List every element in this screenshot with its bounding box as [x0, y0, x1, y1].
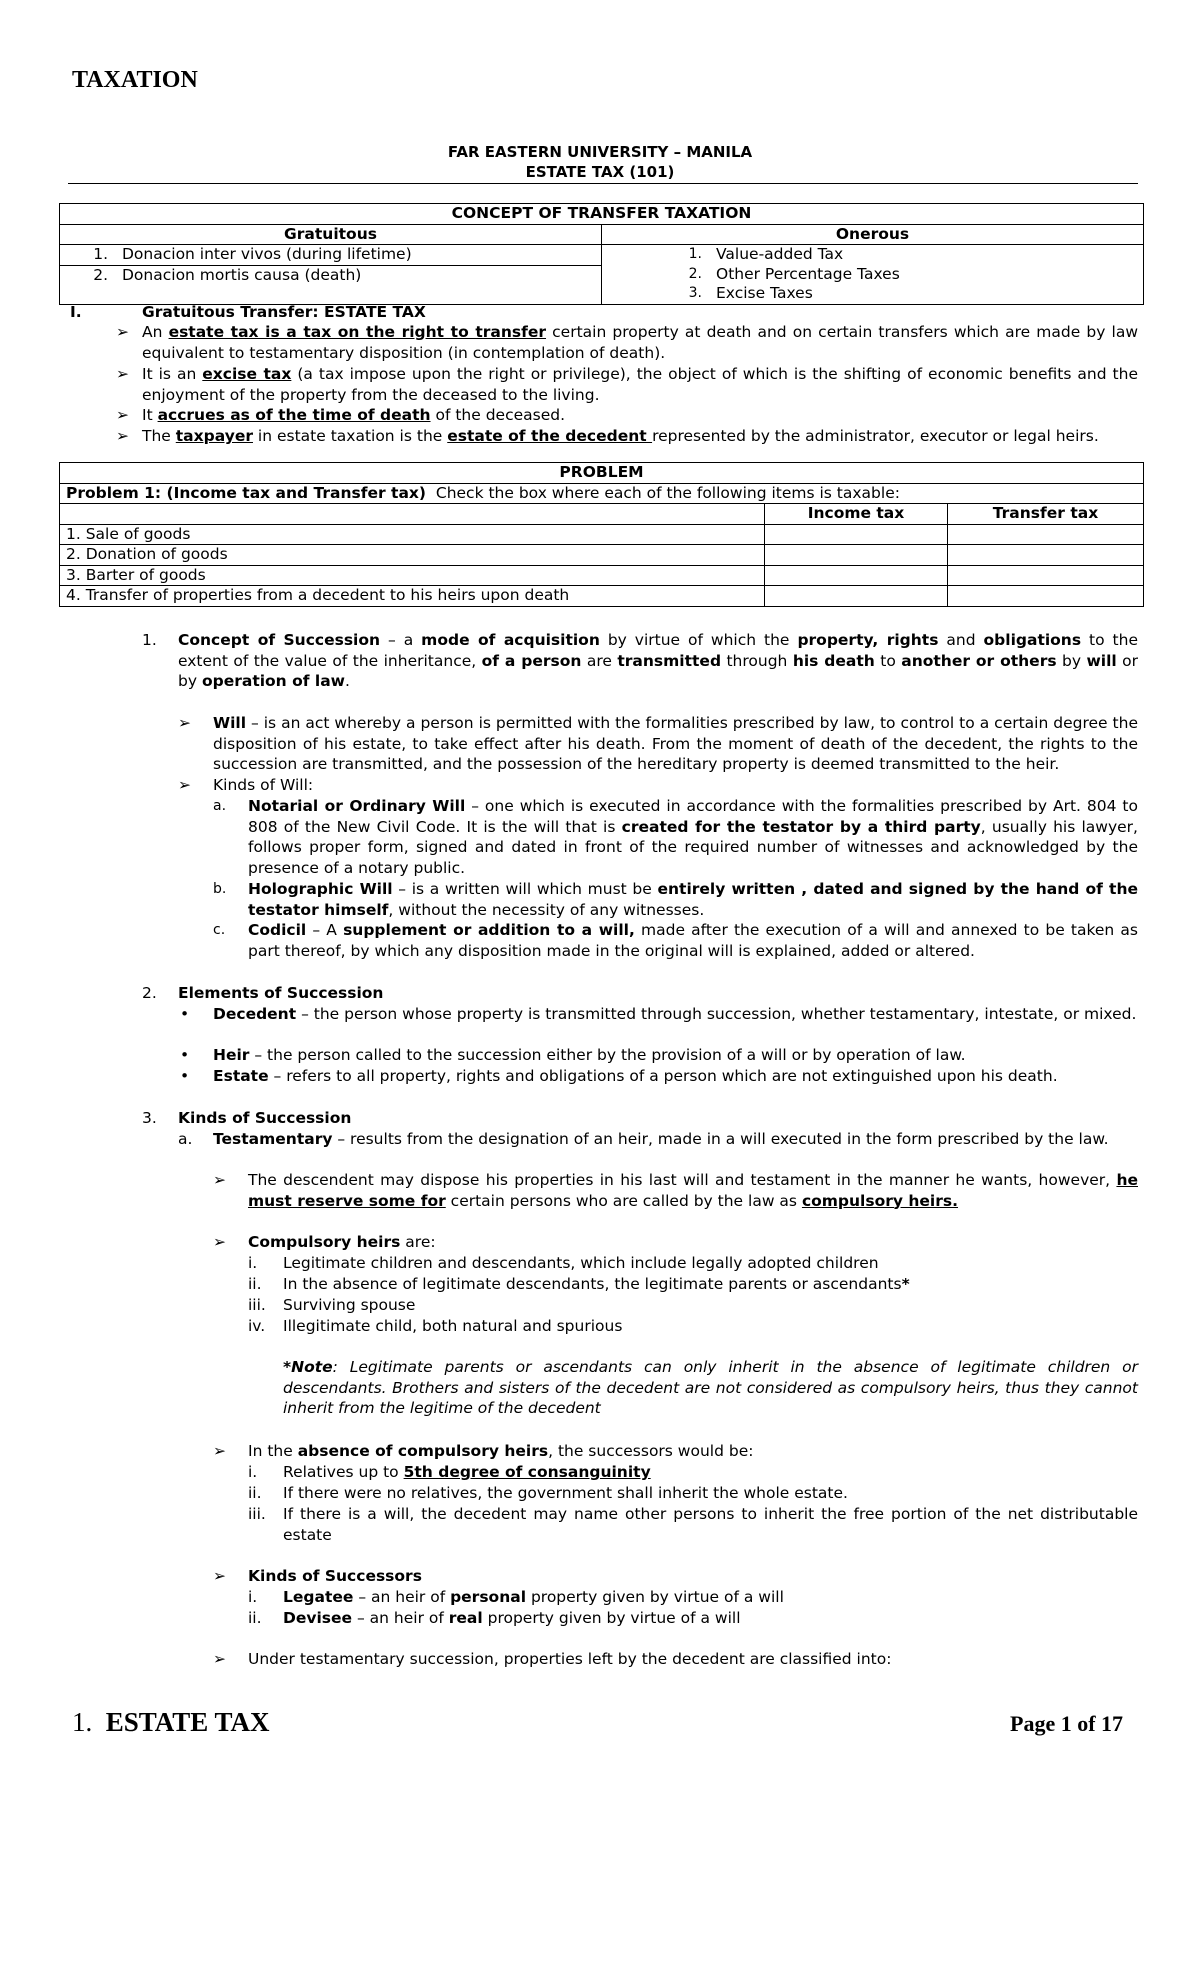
arrow-bullet-icon: ➢	[178, 776, 191, 794]
section-heading: Gratuitous Transfer: ESTATE TAX	[142, 303, 426, 321]
elements-heading: Elements of Succession	[178, 984, 384, 1002]
footer-section-number: 1.	[72, 1707, 93, 1737]
footer-section-title: ESTATE TAX	[105, 1707, 270, 1737]
arrow-bullet-icon: ➢	[116, 427, 129, 445]
list-letter: c.	[213, 922, 226, 938]
footer-section	[72, 1707, 270, 1737]
arrow-bullet-icon: ➢	[213, 1233, 226, 1251]
income-tax-checkbox[interactable]	[765, 524, 948, 545]
element-heir: Heir – the person called to the succession either by the provision of a will or by operation of law.	[213, 1046, 966, 1064]
university-heading	[0, 142, 1200, 182]
will-definition: Will – is an act whereby a person is permitted with the formalities prescribed by law, to control to a certain degree the disposition of his estate, to take effect after his death. From the moment of death of the decedent, the rights to the succession are transmitted, and the possession of the hereditary property is deemed transmitted to the heir.	[213, 714, 1138, 773]
transfer-tax-checkbox[interactable]	[948, 545, 1144, 566]
list-letter: a.	[178, 1130, 193, 1148]
onerous-item: 1. Value-added Tax	[688, 245, 844, 263]
onerous-cell	[602, 245, 1144, 305]
accrual-statement: It accrues as of the time of death of the deceased.	[142, 406, 565, 424]
excise-tax-definition: It is an excise tax (a tax impose upon the right or privilege), the object of which is the shifting of economic benefits and the enjoyment of the property from the deceased to the living.	[142, 365, 1138, 404]
arrow-bullet-icon: ➢	[116, 323, 129, 341]
absence-heirs-label: In the absence of compulsory heirs, the successors would be:	[248, 1442, 754, 1460]
list-letter: b.	[213, 881, 227, 897]
arrow-bullet-icon: ➢	[213, 1171, 226, 1189]
income-tax-header: Income tax	[765, 504, 948, 525]
table-row: 2. Donation of goods	[60, 545, 1144, 566]
transfer-tax-header: Transfer tax	[948, 504, 1144, 525]
onerous-header: Onerous	[602, 224, 1144, 245]
estate-tax-definition: An estate tax is a tax on the right to transfer certain property at death and on certain transfers which are made by law equivalent to testamentary disposition (in contemplation of death).	[142, 323, 1139, 362]
onerous-item: 3. Excise Taxes	[688, 284, 813, 302]
course-title: ESTATE TAX (101)	[525, 163, 675, 181]
problem-label: Problem 1: (Income tax and Transfer tax)	[66, 483, 427, 502]
reserve-statement: The descendent may dispose his properties in his last will and testament in the manner he wants, however, he must reserve some for certain persons who are called by the law as compulsory heirs.	[248, 1171, 1138, 1210]
gratuitous-cell	[60, 245, 602, 305]
transfer-tax-checkbox[interactable]	[948, 586, 1144, 607]
section-number: I.	[70, 303, 82, 321]
document-header: TAXATION	[72, 67, 198, 93]
transfer-tax-checkbox[interactable]	[948, 524, 1144, 545]
problem-title: PROBLEM	[60, 463, 1144, 484]
university-name: FAR EASTERN UNIVERSITY – MANILA	[447, 143, 753, 161]
arrow-bullet-icon: ➢	[213, 1567, 226, 1585]
problem-table	[59, 462, 1144, 607]
table-row: 4. Transfer of properties from a decedent to his heirs upon death	[60, 586, 1144, 607]
list-letter: a.	[213, 798, 227, 814]
concept-table	[59, 203, 1144, 305]
list-item-text: If there is a will, the decedent may name other persons to inherit the free portion of the net distributable estate	[283, 1505, 1138, 1544]
compulsory-heirs-note: *Note: Legitimate parents or ascendants can only inherit in the absence of legitimate children or descendants. Brothers and sisters of the decedent are not considered as compulsory heirs, thus they cannot inherit from the legitime of the decedent	[283, 1358, 1138, 1417]
testamentary-classification: Under testamentary succession, properties left by the decedent are classified into:	[248, 1650, 892, 1668]
table-row: 1. Sale of goods	[60, 524, 1144, 545]
concept-of-succession: Concept of Succession – a mode of acquisition by virtue of which the property, rights and obligations to the extent of the value of the inheritance, of a person are transmitted through his death to another or others by will or by operation of law.	[178, 631, 1138, 690]
taxpayer-statement: The taxpayer in estate taxation is the estate of the decedent represented by the administrator, executor or legal heirs.	[142, 427, 1099, 445]
table-row: 3. Barter of goods	[60, 565, 1144, 586]
codicil: Codicil – A supplement or addition to a will, made after the execution of a will and annexed to be taken as part thereof, by which any disposition made in the original will is explained, added or altered.	[248, 921, 1138, 960]
kinds-heading: Kinds of Succession	[178, 1109, 352, 1127]
list-number: 2.	[142, 984, 157, 1002]
page-number: Page 1 of 17	[1010, 1711, 1124, 1736]
income-tax-checkbox[interactable]	[765, 586, 948, 607]
bullet-icon: •	[180, 1067, 190, 1085]
transfer-tax-checkbox[interactable]	[948, 565, 1144, 586]
concept-table-title: CONCEPT OF TRANSFER TAXATION	[60, 204, 1144, 225]
compulsory-heirs-label: Compulsory heirs are:	[248, 1233, 436, 1251]
arrow-bullet-icon: ➢	[213, 1442, 226, 1460]
problem-instruction: Check the box where each of the following items is taxable:	[435, 483, 900, 502]
list-number: 1.	[142, 631, 157, 649]
holographic-will: Holographic Will – is a written will which must be entirely written , dated and signed by the hand of the testator himself, without the necessity of any witnesses.	[248, 880, 1138, 919]
kinds-of-will-label: Kinds of Will:	[213, 776, 314, 794]
kinds-of-successors-label: Kinds of Successors	[248, 1567, 422, 1585]
gratuitous-item: 1. Donacion inter vivos (during lifetime)	[60, 245, 601, 266]
income-tax-checkbox[interactable]	[765, 565, 948, 586]
arrow-bullet-icon: ➢	[178, 714, 191, 732]
element-estate: Estate – refers to all property, rights and obligations of a person which are not extinguished upon his death.	[213, 1067, 1058, 1085]
bullet-icon: •	[180, 1005, 190, 1023]
testamentary-definition: Testamentary – results from the designation of an heir, made in a will executed in the form prescribed by the law.	[213, 1130, 1109, 1148]
notarial-will: Notarial or Ordinary Will – one which is executed in accordance with the formalities prescribed by Art. 804 to 808 of the New Civil Code. It is the will that is created for the testator by a third party, usually his lawyer, follows proper form, signed and dated in front of the required number of witnesses and acknowledged by the presence of a notary public.	[248, 797, 1138, 877]
element-decedent: Decedent – the person whose property is transmitted through succession, whether testamentary, intestate, or mixed.	[213, 1005, 1137, 1023]
gratuitous-header: Gratuitous	[60, 224, 602, 245]
gratuitous-item: 2. Donacion mortis causa (death)	[93, 265, 362, 284]
arrow-bullet-icon: ➢	[116, 365, 129, 383]
list-number: 3.	[142, 1109, 157, 1127]
income-tax-checkbox[interactable]	[765, 545, 948, 566]
header-divider	[68, 183, 1138, 184]
problem-instruction-row	[60, 483, 1144, 504]
arrow-bullet-icon: ➢	[116, 406, 129, 424]
problem-header-blank	[60, 504, 765, 525]
bullet-icon: •	[180, 1046, 190, 1064]
onerous-item: 2. Other Percentage Taxes	[688, 264, 900, 283]
arrow-bullet-icon: ➢	[213, 1650, 226, 1668]
